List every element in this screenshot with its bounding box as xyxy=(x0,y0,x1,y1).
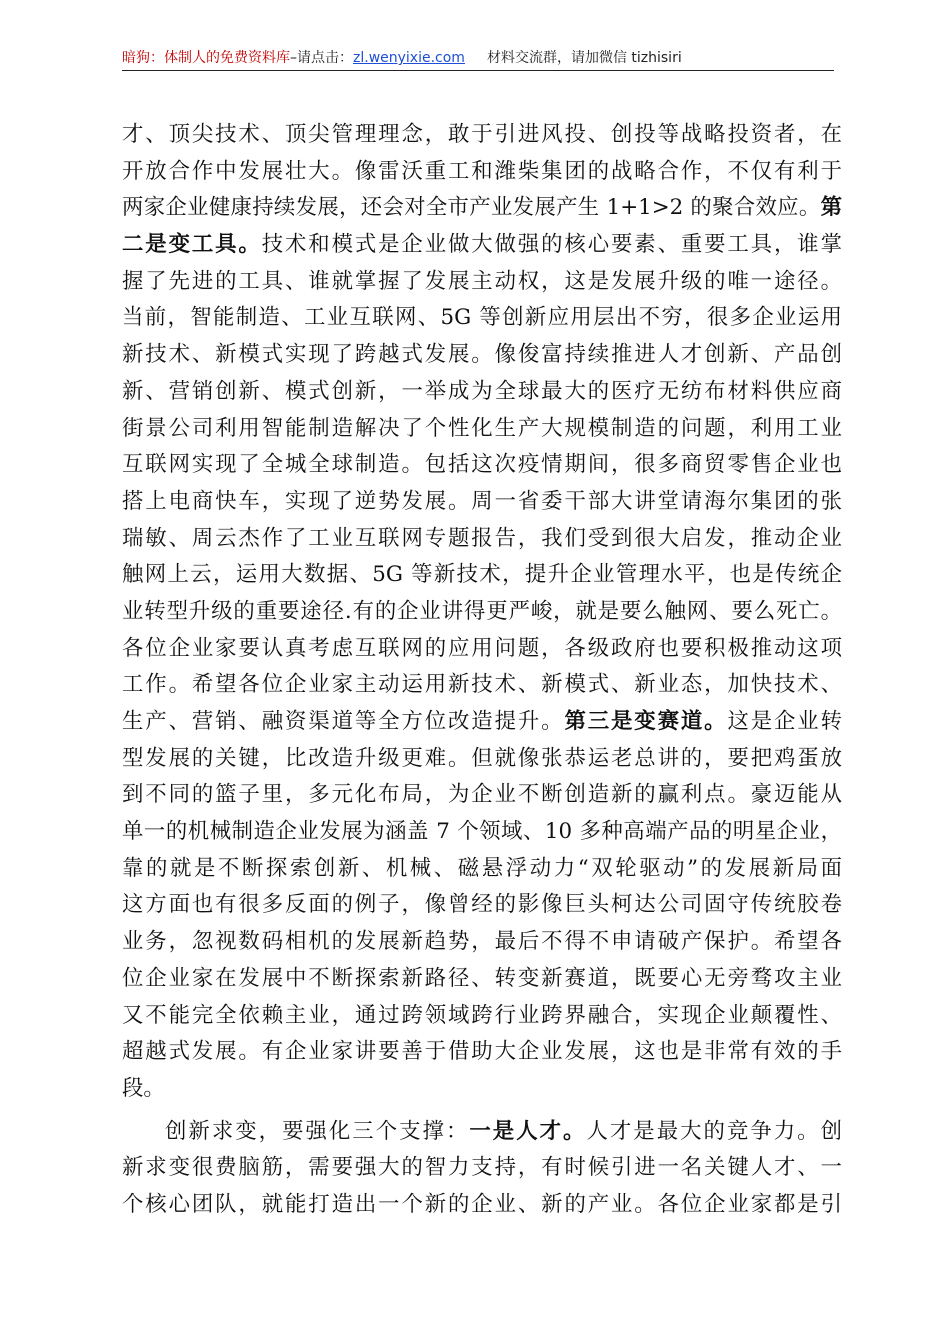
text-line: 单一的机械制造企业发展为涵盖 7 个领域、10 多种高端产品的明星企业， xyxy=(122,819,842,845)
text-line: 握了先进的工具、谁就掌握了发展主动权，这是发展升级的唯一途径。 xyxy=(122,268,842,294)
text-line: 创新求变，要强化三个支撑：一是人才。人才是最大的竞争力。创 xyxy=(165,1118,842,1144)
header-wechat-note: 材料交流群，请加微信 tizhisiri xyxy=(486,50,682,66)
text-line: 业务，忽视数码相机的发展新趋势，最后不得不申请破产保护。希望各 xyxy=(122,929,842,955)
text-line: 新、营销创新、模式创新，一举成为全球最大的医疗无纺布材料供应商 xyxy=(122,378,842,404)
bold-heading: 第 xyxy=(820,195,842,221)
text-line: 瑞敏、周云杰作了工业互联网专题报告，我们受到很大启发，推动企业 xyxy=(122,525,842,551)
text-line: 生产、营销、融资渠道等全方位改造提升。第三是变赛道。这是企业转 xyxy=(122,709,842,734)
document-body xyxy=(122,117,842,1224)
text-line: 超越式发展。有企业家讲要善于借助大企业发展，这也是非常有效的手 xyxy=(122,1039,842,1065)
text-line: 互联网实现了全城全球制造。包括这次疫情期间，很多商贸零售企业也 xyxy=(122,452,842,478)
header-brand: 暗狗：体制人的免费资料库 xyxy=(122,50,290,66)
text-line: 又不能完全依赖主业，通过跨领域跨行业跨界融合，实现企业颠覆性、 xyxy=(122,1002,842,1028)
bold-heading: 二是变工具。 xyxy=(122,232,262,258)
text-line: 开放合作中发展壮大。像雷沃重工和潍柴集团的战略合作，不仅有利于 xyxy=(122,158,842,184)
text-line: 靠的就是不断探索创新、机械、磁悬浮动力“双轮驱动”的发展新局面 xyxy=(122,855,842,881)
text-line: 触网上云，运用大数据、5G 等新技术，提升企业管理水平，也是传统企 xyxy=(122,562,842,588)
text-line: 段。 xyxy=(122,1075,165,1101)
text-line: 各位企业家要认真考虑互联网的应用问题，各级政府也要积极推动这项 xyxy=(122,635,842,661)
text-line: 型发展的关键，比改造升级更难。但就像张恭运老总讲的，要把鸡蛋放 xyxy=(122,745,842,771)
text-line: 业转型升级的重要途径.有的企业讲得更严峻，就是要么触网、要么死亡。 xyxy=(122,598,842,624)
text-line: 新求变很费脑筋，需要强大的智力支持，有时候引进一名关键人才、一 xyxy=(122,1155,842,1181)
text-line: 工作。希望各位企业家主动运用新技术、新模式、新业态，加快技术、 xyxy=(122,672,842,698)
bold-heading: 一是人才。 xyxy=(469,1118,587,1144)
bold-heading: 第三是变赛道。 xyxy=(564,709,728,734)
header-click-prompt: –请点击： xyxy=(290,50,353,66)
header-rule xyxy=(122,70,834,71)
text-line: 位企业家在发展中不断探索新路径、转变新赛道，既要心无旁骛攻主业 xyxy=(122,965,842,991)
text-line: 新技术、新模式实现了跨越式发展。像俊富持续推进人才创新、产品创 xyxy=(122,342,842,368)
text-line: 才、顶尖技术、顶尖管理理念，敢于引进风投、创投等战略投资者，在 xyxy=(122,122,842,147)
text-line: 二是变工具。技术和模式是企业做大做强的核心要素、重要工具，谁掌 xyxy=(122,232,842,258)
text-line: 到不同的篮子里，多元化布局，为企业不断创造新的赢利点。豪迈能从 xyxy=(122,782,842,808)
page-header xyxy=(122,48,828,68)
text-line: 搭上电商快车，实现了逆势发展。周一省委干部大讲堂请海尔集团的张 xyxy=(122,488,842,514)
text-line: 两家企业健康持续发展，还会对全市产业发展产生 1+1>2 的聚合效应。第 xyxy=(122,195,842,221)
header-link[interactable]: zl.wenyixie.com xyxy=(353,50,465,66)
text-line: 这方面也有很多反面的例子，像曾经的影像巨头柯达公司固守传统胶卷 xyxy=(122,892,842,918)
text-line: 街景公司利用智能制造解决了个性化生产大规模制造的问题，利用工业 xyxy=(122,415,842,441)
text-line: 当前，智能制造、工业互联网、5G 等创新应用层出不穷，很多企业运用 xyxy=(122,305,842,331)
text-line: 个核心团队，就能打造出一个新的企业、新的产业。各位企业家都是引 xyxy=(122,1191,842,1217)
